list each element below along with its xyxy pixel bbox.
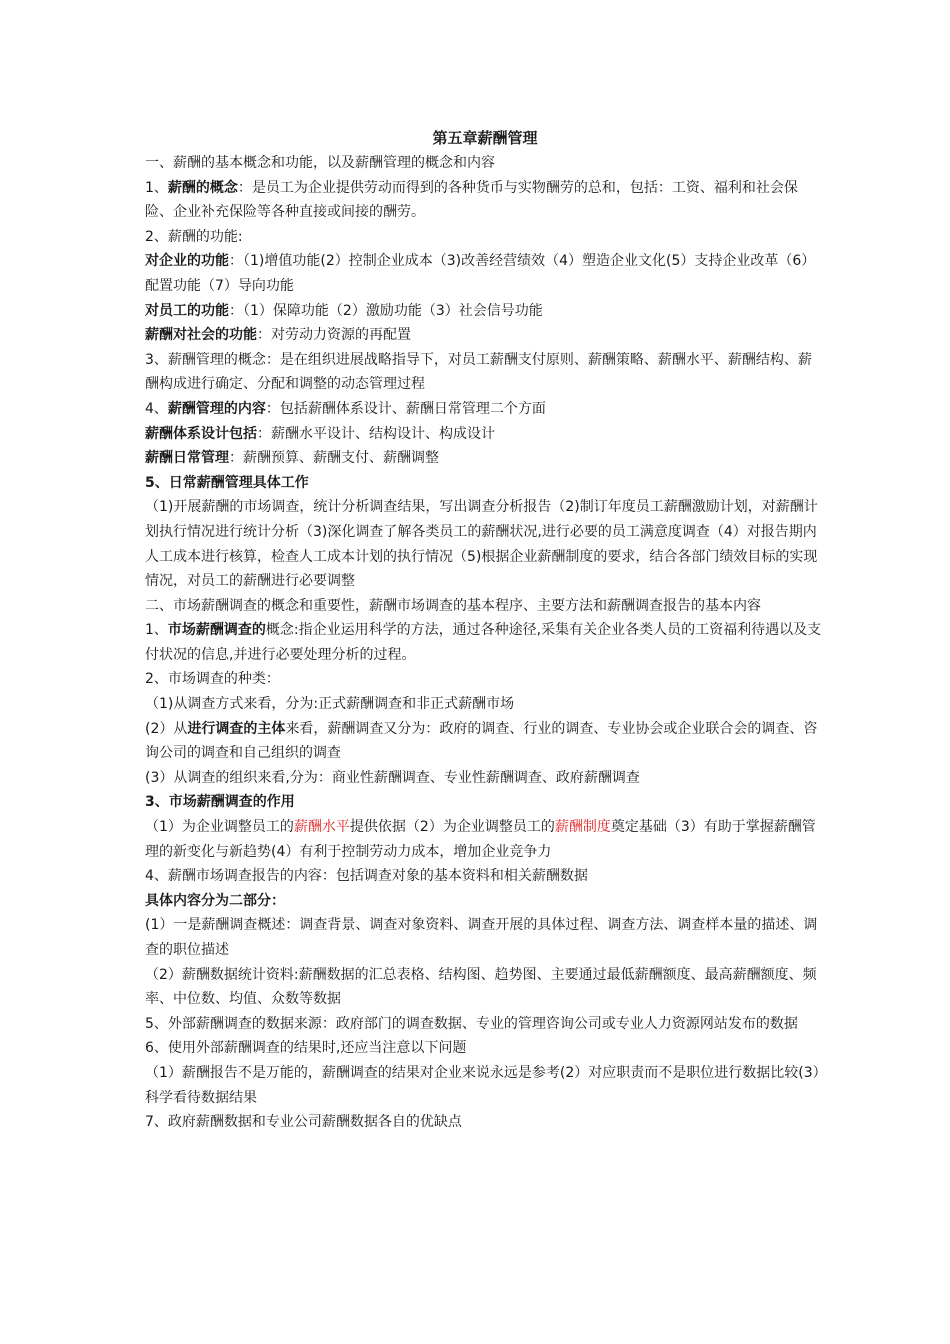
text-run: 3、市场薪酬调查的作用: [145, 794, 295, 811]
text-run: （1）为企业调整员工的: [145, 819, 294, 836]
text-run: 二、市场薪酬调查的概念和重要性，薪酬市场调查的基本程序、主要方法和薪酬调查报告的基本内容: [145, 597, 761, 614]
paragraph-employee-functions: [145, 299, 825, 324]
text-run: ：（1）保障功能（2）激励功能（3）社会信号功能: [229, 302, 543, 319]
text-run: （1)从调查方式来看，分为:正式薪酬调查和非正式薪酬市场: [145, 696, 515, 713]
paragraph-management-concept: [145, 348, 825, 397]
text-run: （1）薪酬报告不是万能的，薪酬调查的结果对企业来说永远是参考(2）对应职责而不是职位进行数据比较(3）科学看待数据结果: [145, 1064, 820, 1106]
text-run: 具体内容分为二部分：: [145, 892, 285, 909]
paragraph-survey-type-2: [145, 717, 825, 766]
paragraph-pros-cons: [145, 1110, 825, 1135]
text-run: (1）一是薪酬调查概述：调查背景、调查对象资料、调查开展的具体过程、调查方法、调查样本量的描述、调查的职位描述: [145, 917, 818, 958]
text-run: 1、: [145, 622, 168, 639]
paragraph-survey-types: [145, 667, 825, 692]
text-run: 2、薪酬的功能:: [145, 228, 243, 245]
paragraph-survey-type-3: [145, 766, 825, 791]
text-run: 6、使用外部薪酬调查的结果时,还应当注意以下问题: [145, 1040, 467, 1057]
paragraph-survey-role-items: [145, 815, 825, 864]
paragraph-daily-work-items: [145, 495, 825, 593]
text-run: ：是员工为企业提供劳动而得到的各种货币与实物酬劳的总和，包括：工资、福利和社会保险、企业补充保险等各种直接或间接的酬劳。: [145, 179, 798, 221]
text-run: ：薪酬水平设计、结构设计、构成设计: [257, 425, 495, 442]
bold-term: 进行调查的主体: [187, 720, 286, 737]
text-run: ：薪酬预算、薪酬支付、薪酬调整: [229, 450, 439, 467]
paragraph-system-design: [145, 422, 825, 447]
bold-term: 薪酬管理的内容: [167, 400, 266, 417]
paragraph-enterprise-functions: [145, 249, 825, 298]
paragraph-survey-role-heading: [145, 790, 825, 815]
text-run: 2、市场调查的种类：: [145, 671, 280, 688]
document-page: [145, 127, 825, 1135]
text-run: 5、外部薪酬调查的数据来源：政府部门的调查数据、专业的管理咨询公司或专业人力资源网站发布的数据: [145, 1015, 798, 1032]
section-heading-1: [145, 151, 825, 176]
text-run: ：包括薪酬体系设计、薪酬日常管理二个方面: [265, 400, 546, 417]
text-run: 3、薪酬管理的概念：是在组织进展战略指导下，对员工薪酬支付原则、薪酬策略、薪酬水平、薪酬结构、薪酬构成进行确定、分配和调整的动态管理过程: [145, 351, 812, 393]
text-run: （1)开展薪酬的市场调查，统计分析调查结果，写出调查分析报告（2)制订年度员工薪酬激励计划，对薪酬计划执行情况进行统计分析（3)深化调查了解各类员工的薪酬状况,进行必要的员工满意度调查（4）对报告期内人工成本进行核算，检查人工成本计划的执行情况（5)根据企业薪酬制度的要求，结合各部门绩效目标的实现情况，对员工的薪酬进行必要调整: [145, 499, 818, 590]
section-heading-2: [145, 594, 825, 619]
paragraph-survey-type-1: [145, 692, 825, 717]
paragraph-part-2: [145, 963, 825, 1012]
paragraph-part-1: [145, 913, 825, 962]
text-run: 提供依据（2）为企业调整员工的: [349, 819, 555, 836]
bold-term: 薪酬的概念: [167, 179, 238, 196]
text-run: 概念:指企业运用科学的方法，通过各种途径,采集有关企业各类人员的工资福利待遇以及支付状况的信息,并进行必要处理分析的过程。: [145, 622, 822, 663]
paragraph-data-sources: [145, 1012, 825, 1037]
text-run: 4、: [145, 400, 168, 417]
paragraph-daily-management: [145, 446, 825, 471]
text-run: 5、日常薪酬管理具体工作: [145, 474, 309, 491]
text-run: 7、政府薪酬数据和专业公司薪酬数据各自的优缺点: [145, 1114, 462, 1131]
text-run: （2）薪酬数据统计资料:薪酬数据的汇总表格、结构图、趋势图、主要通过最低薪酬额度、最高薪酬额度、频率、中位数、均值、众数等数据: [145, 966, 817, 1008]
bold-term: 对企业的功能: [145, 253, 229, 270]
paragraph-report-content: [145, 864, 825, 889]
text-run: 来看，薪酬调查又分为：政府的调查、行业的调查、专业协会或企业联合会的调查、咨询公司的调查和自己组织的调查: [145, 720, 818, 762]
paragraph-management-content: [145, 397, 825, 422]
paragraph-usage-note-items: [145, 1061, 825, 1110]
text-run: ：对劳动力资源的再配置: [257, 327, 411, 344]
text-run: (2）从: [145, 720, 188, 737]
highlight-term: 薪酬水平: [293, 819, 350, 836]
paragraph-daily-work-heading: [145, 471, 825, 496]
paragraph-society-functions: [145, 323, 825, 348]
text-run: 一、薪酬的基本概念和功能，以及薪酬管理的概念和内容: [145, 155, 495, 171]
text-run: 1、: [145, 179, 168, 196]
text-run: (3）从调查的组织来看,分为：商业性薪酬调查、专业性薪酬调查、政府薪酬调查: [145, 769, 640, 786]
text-run: 4、薪酬市场调查报告的内容：包括调查对象的基本资料和相关薪酬数据: [145, 868, 588, 885]
paragraph-salary-functions: [145, 225, 825, 250]
text-run: 奠定基础（3）有助于掌握薪酬管理的新变化与新趋势(4）有利于控制劳动力成本，增加企业竞争力: [145, 819, 816, 860]
paragraph-survey-concept: [145, 618, 825, 667]
document-title: 第五章薪酬管理: [432, 129, 538, 147]
bold-term: 薪酬对社会的功能: [145, 327, 257, 344]
bold-term: 市场薪酬调查的: [167, 622, 266, 639]
bold-term: 薪酬体系设计包括: [145, 425, 257, 442]
highlight-term: 薪酬制度: [554, 819, 611, 836]
bold-term: 对员工的功能: [145, 302, 229, 319]
paragraph-two-parts-heading: [145, 889, 825, 914]
bold-term: 薪酬日常管理: [145, 450, 229, 467]
text-run: ：（1)增值功能(2）控制企业成本（3)改善经营绩效（4）塑造企业文化(5）支持企业改革（6）配置功能（7）导向功能: [145, 253, 816, 294]
paragraph-usage-notes: [145, 1036, 825, 1061]
paragraph-salary-concept: [145, 176, 825, 225]
